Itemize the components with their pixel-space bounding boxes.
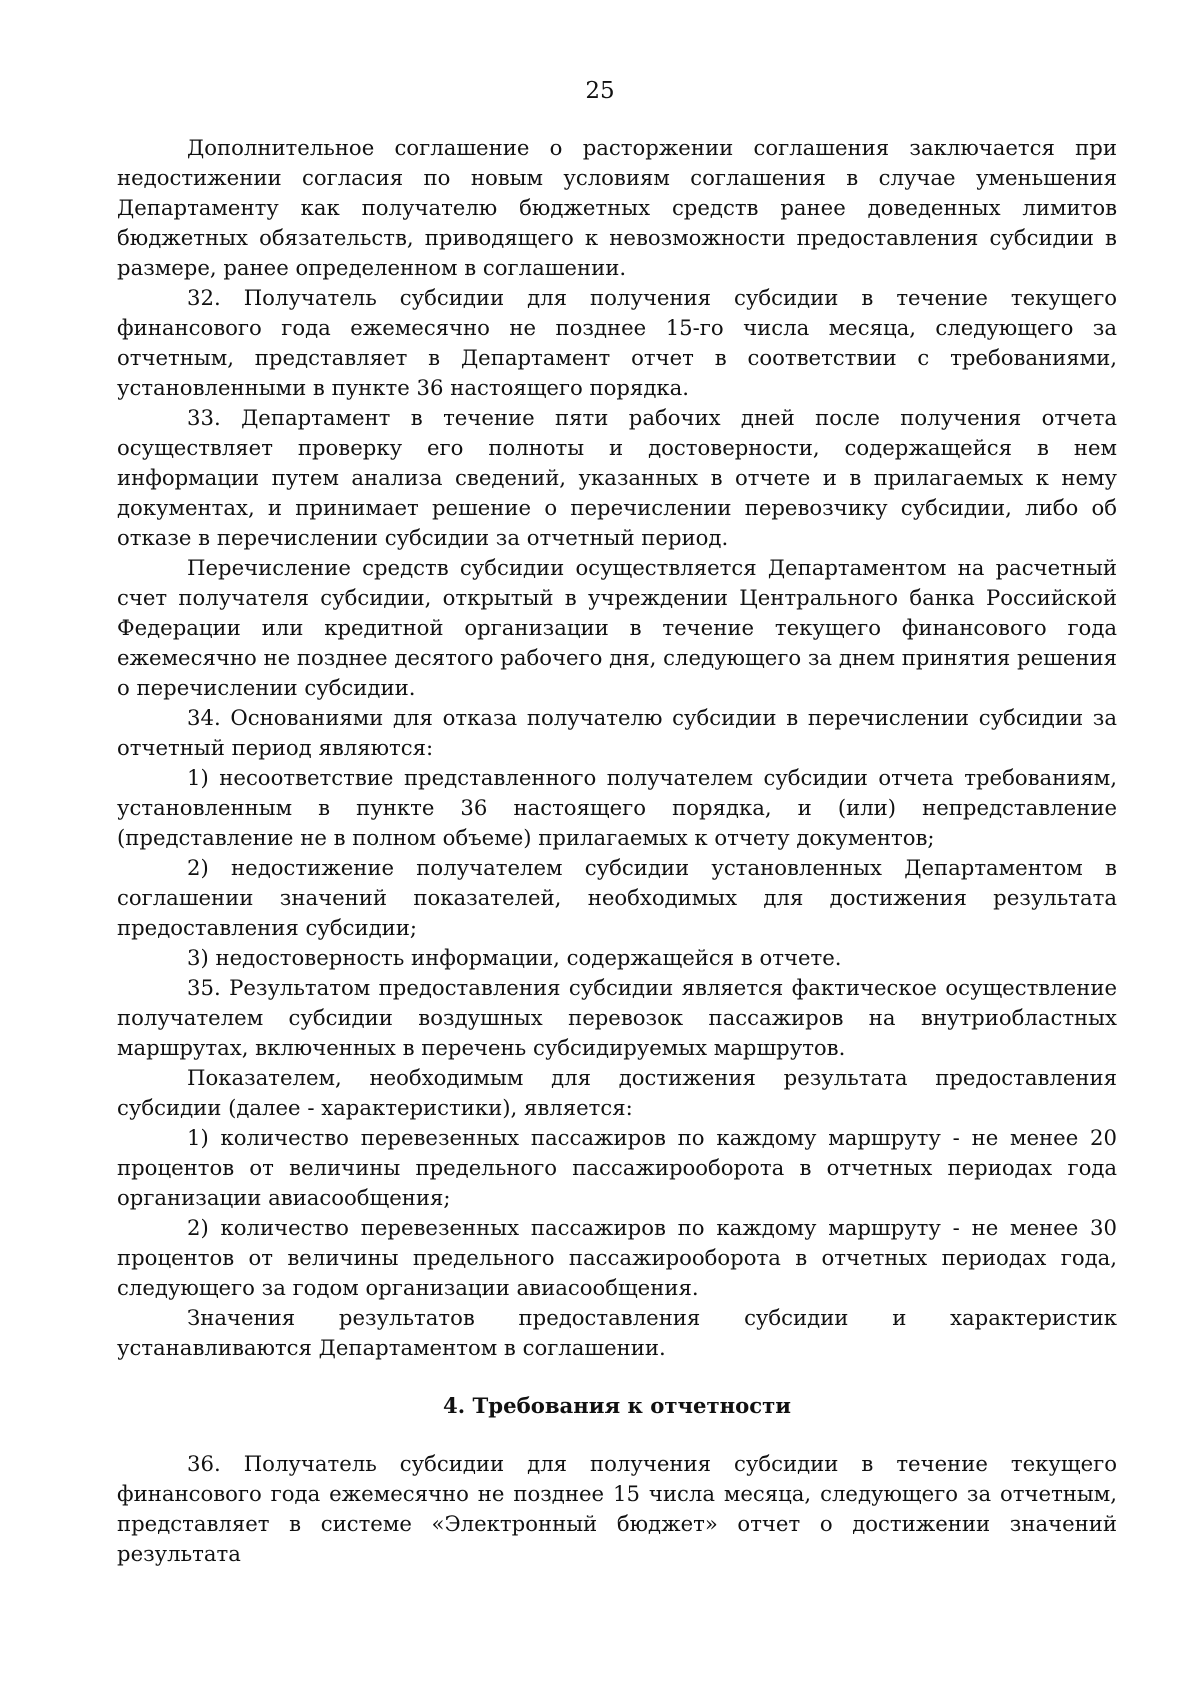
paragraph: Перечисление средств субсидии осуществляется Департаментом на расчетный счет получателя субсидии, открытый в учреждении Центрального банка Российской Федерации или кредитной организации в течение текущего финансового года ежемесячно не позднее десятого рабочего дня, следующего за днем принятия решения о перечислении субсидии. <box>117 555 1117 700</box>
list-item: 2) недостижение получателем субсидии установленных Департаментом в соглашении значений показателей, необходимых для достижения результата предоставления субсидии; <box>117 855 1117 940</box>
list-item: 1) количество перевезенных пассажиров по каждому маршруту - не менее 20 процентов от величины предельного пассажирооборота в отчетных периодах года организации авиасообщения; <box>117 1125 1117 1210</box>
paragraph: 32. Получатель субсидии для получения субсидии в течение текущего финансового года ежемесячно не позднее 15-го числа месяца, следующего за отчетным, представляет в Департамент отчет в соответствии с требованиями, установленными в пункте 36 настоящего порядка. <box>117 285 1117 400</box>
paragraph: 36. Получатель субсидии для получения субсидии в течение текущего финансового года ежемесячно не позднее 15 числа месяца, следующего за отчетным, представляет в системе «Электронный бюджет» отчет о достижении значений результата <box>117 1451 1117 1566</box>
list-item: 1) несоответствие представленного получателем субсидии отчета требованиям, установленным в пункте 36 настоящего порядка, и (или) непредставление (представление не в полном объеме) прилагаемых к отчету документов; <box>117 765 1117 850</box>
list-item: 3) недостоверность информации, содержащейся в отчете. <box>187 945 842 970</box>
paragraph: Показателем, необходимым для достижения результата предоставления субсидии (далее - характеристики), является: <box>117 1065 1117 1120</box>
paragraph: Дополнительное соглашение о расторжении соглашения заключается при недостижении согласия по новым условиям соглашения в случае уменьшения Департаменту как получателю бюджетных средств ранее доведенных лимитов бюджетных обязательств, приводящего к невозможности предоставления субсидии в размере, ранее определенном в соглашении. <box>117 135 1117 280</box>
paragraph: 33. Департамент в течение пяти рабочих дней после получения отчета осуществляет проверку его полноты и достоверности, содержащейся в нем информации путем анализа сведений, указанных в отчете и в прилагаемых к нему документах, и принимает решение о перечислении перевозчику субсидии, либо об отказе в перечислении субсидии за отчетный период. <box>117 405 1117 550</box>
document-body <box>117 133 1117 1569</box>
paragraph: 34. Основаниями для отказа получателю субсидии в перечислении субсидии за отчетный период являются: <box>117 705 1117 760</box>
page-number: 25 <box>585 78 615 104</box>
paragraph: Значения результатов предоставления субсидии и характеристик устанавливаются Департаментом в соглашении. <box>117 1305 1117 1360</box>
section-heading: 4. Требования к отчетности <box>443 1393 791 1418</box>
paragraph: 35. Результатом предоставления субсидии является фактическое осуществление получателем субсидии воздушных перевозок пассажиров на внутриобластных маршрутах, включенных в перечень субсидируемых маршрутов. <box>117 975 1117 1060</box>
list-item: 2) количество перевезенных пассажиров по каждому маршруту - не менее 30 процентов от величины предельного пассажирооборота в отчетных периодах года, следующего за годом организации авиасообщения. <box>117 1215 1117 1300</box>
